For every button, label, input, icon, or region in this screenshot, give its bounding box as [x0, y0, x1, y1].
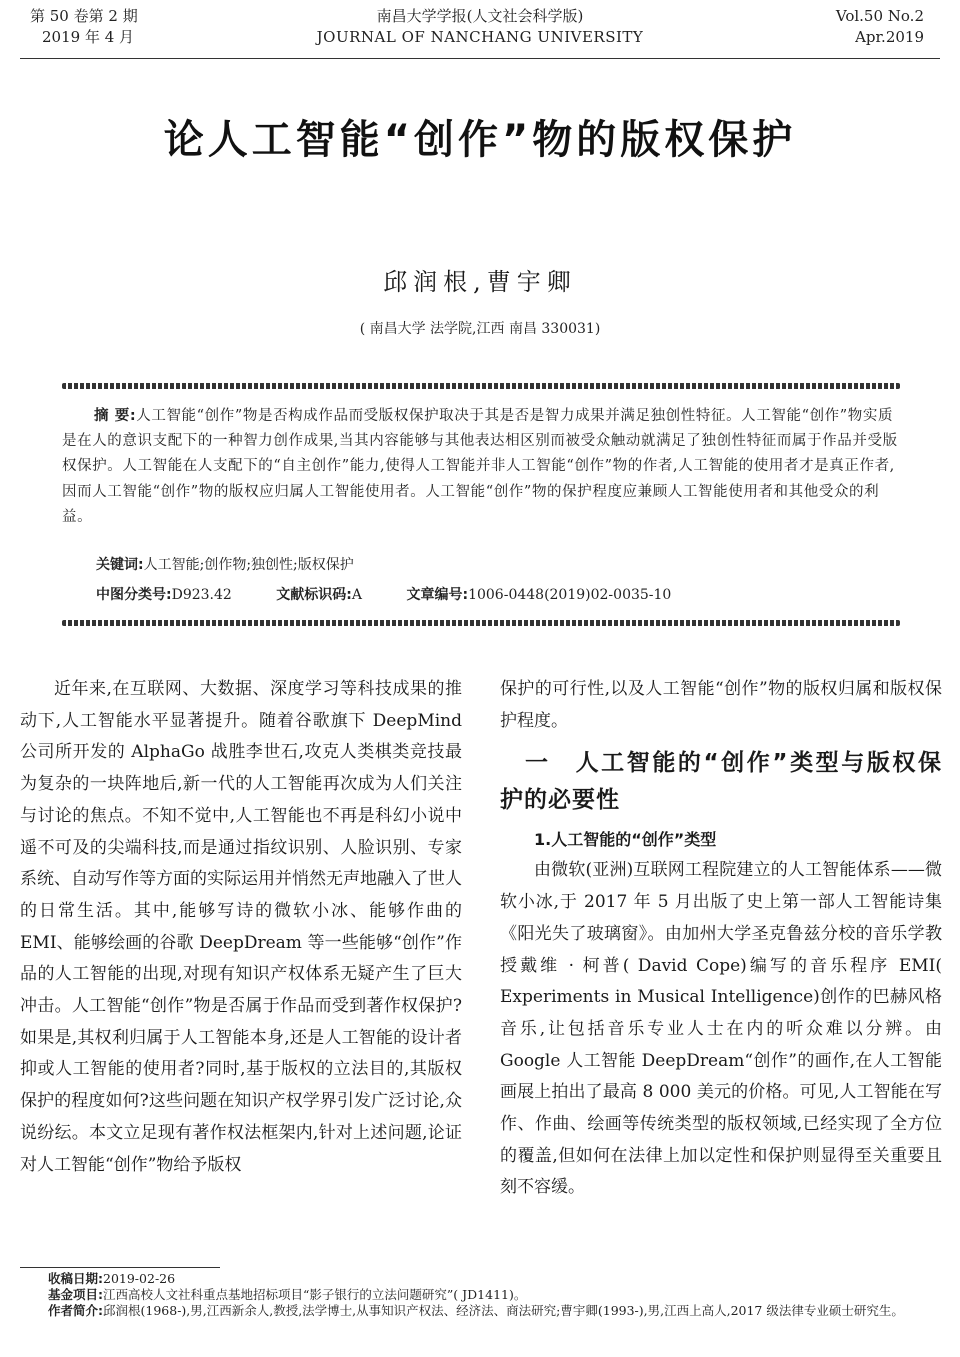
fund-item [48, 1287, 948, 1303]
article-number-value: 1006-0448(2019)02-0035-10 [468, 587, 672, 603]
keywords-line [96, 554, 354, 574]
abstract [62, 404, 900, 530]
received-value: 2019-02-26 [103, 1271, 176, 1286]
keywords-label: 关键词: [96, 557, 144, 573]
section-heading [500, 745, 942, 819]
fund-value: 江西高校人文社科重点基地招标项目“影子银行的立法问题研究”( JD1411)。 [103, 1287, 527, 1302]
header-rule [20, 58, 940, 59]
subsection-heading: 1.人工智能的“创作”类型 [534, 830, 717, 850]
intro-continuation: 保护的可行性,以及人工智能“创作”物的版权归属和版权保护程度。 [500, 679, 942, 731]
abstract-bottom-rule [62, 620, 900, 626]
journal-name-cn: 南昌大学学报(人文社会科学版) [376, 7, 584, 25]
volume-en: Vol.50 No.2 [835, 7, 924, 25]
doc-code-value: A [351, 587, 363, 603]
affiliation: ( 南昌大学 法学院,江西 南昌 330031) [359, 321, 601, 337]
body-column-left [20, 674, 462, 1181]
header-center [0, 6, 960, 48]
journal-name-en: JOURNAL OF NANCHANG UNIVERSITY [316, 28, 644, 46]
fund-label: 基金项目: [48, 1287, 103, 1302]
classification-line [96, 584, 671, 604]
clc-value: D923.42 [171, 587, 232, 603]
author-bio [48, 1303, 948, 1319]
abstract-top-rule [62, 383, 900, 389]
article-number-label: 文章编号: [406, 587, 469, 603]
header-right [836, 6, 924, 48]
body-column-right [500, 674, 942, 1204]
volume-issue: 第 50 卷第 2 期 [30, 7, 138, 25]
intro-paragraph: 近年来,在互联网、大数据、深度学习等科技成果的推动下,人工智能水平显著提升。随着谷歌旗下 DeepMind 公司所开发的 AlphaGo 战胜李世石,攻克人类棋类竞技最为复杂的一块阵地后,新一代的人工智能再次成为人们关注与讨论的焦点。不知不觉中,人工智能也不再是科幻小说中遥不可及的尖端科技,而是通过指纹识别、人脸识别、专家系统、自动写作等方面的实际运用并悄然无声地融入了世人的日常生活。其中,能够写诗的微软小冰、能够作曲的 EMI、能够绘画的谷歌 DeepDream 等一些能够“创作”作品的人工智能的出现,对现有知识产权体系无疑产生了巨大冲击。人工智能“创作”物是否属于作品而受到著作权保护?如果是,其权利归属于人工智能本身,还是人工智能的设计者抑或人工智能的使用者?同时,基于版权的立法目的,其版权保护的程度如何?这些问题在知识产权学界引发广泛讨论,众说纷纭。本文立足现有著作权法框架内,针对上述问题,论证对人工智能“创作”物给予版权 [20, 679, 462, 1175]
abstract-label: 摘 要: [94, 408, 137, 424]
keywords-text: 人工智能;创作物;独创性;版权保护 [143, 557, 354, 573]
date-en: Apr.2019 [855, 28, 924, 46]
article-title: 论人工智能“创作”物的版权保护 [163, 117, 797, 163]
abstract-paragraph [62, 404, 900, 530]
abstract-text: 人工智能“创作”物是否构成作品而受版权保护取决于其是否是智力成果并满足独创性特征。人工智能“创作”物实质是在人的意识支配下的一种智力创作成果,当其内容能够与其他表达相区别而被受众触动就满足了独创性特征而属于作品并受版权保护。人工智能在人支配下的“自主创作”能力,使得人工智能并非人工智能“创作”物的作者,人工智能的使用者才是真正作者,因而人工智能“创作”物的版权应归属人工智能使用者。人工智能“创作”物的保护程度应兼顾人工智能使用者和其他受众的利益。 [62, 408, 898, 525]
doc-code-label: 文献标识码: [276, 587, 352, 603]
authors: 邱润根,曹宇卿 [383, 268, 577, 296]
received-label: 收稿日期: [48, 1271, 103, 1286]
date-cn: 2019 年 4 月 [42, 28, 135, 46]
footnote-rule [20, 1267, 220, 1268]
author-bio-value: 邱润根(1968-),男,江西新余人,教授,法学博士,从事知识产权法、经济法、商法研究;曹宇卿(1993-),男,江西上高人,2017 级法律专业硕士研究生。 [103, 1303, 904, 1318]
section-number: 一 [525, 750, 549, 777]
received-date [48, 1271, 948, 1287]
footnotes [48, 1271, 948, 1319]
author-bio-label: 作者简介: [48, 1303, 103, 1318]
clc-label: 中图分类号: [96, 587, 172, 603]
section-paragraph: 由微软(亚洲)互联网工程院建立的人工智能体系——微软小冰,于 2017 年 5 月出版了史上第一部人工智能诗集《阳光失了玻璃窗》。由加州大学圣克鲁兹分校的音乐学教授戴维 · 柯普( David Cope)编写的音乐程序 EMI( Experiments in Musical Intelligence)创作的巴赫风格音乐,让包括音乐专业人士在内的听众难以分辨。由 Google 人工智能 DeepDream“创作”的画作,在人工智能画展上拍出了最高 8 000 美元的价格。可见,人工智能在写作、作曲、绘画等传统类型的版权领域,已经实现了全方位的覆盖,但如何在法律上加以定性和保护则显得至关重要且刻不容缓。 [500, 860, 942, 1198]
section-title: 人工智能的“创作”类型与版权保护的必要性 [500, 750, 942, 814]
